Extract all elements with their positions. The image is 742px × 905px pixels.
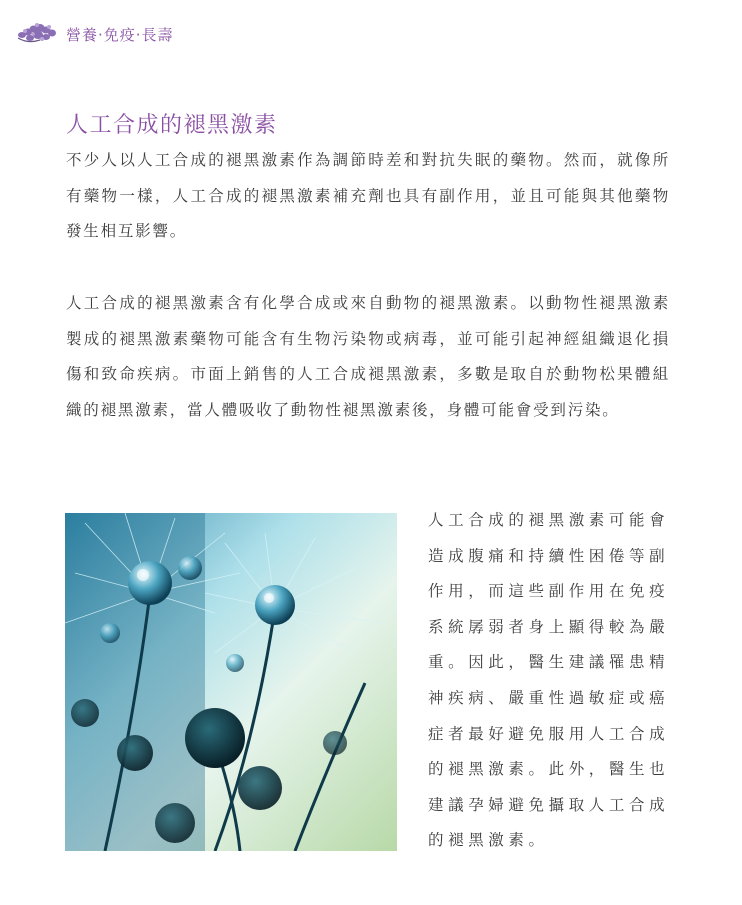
side-paragraph: 人工合成的褪黑激素可能會造成腹痛和持續性困倦等副作用，而這些副作用在免疫系統孱弱者身上顯得較為嚴重。因此，醫生建議罹患精神疾病、嚴重性過敏症或癌症者最好避免服用人工合成的褪黑激素。此外，醫生也建議孕婦避免攝取人工合成的褪黑激素。 bbox=[428, 511, 670, 850]
page-title: 人工合成的褪黑激素 bbox=[66, 113, 278, 138]
paragraph: 人工合成的褪黑激素含有化學合成或來自動物的褪黑激素。以動物性褪黑激素製成的褪黑激素藥物可能含有生物污染物或病毒，並可能引起神經組織退化損傷和致命疾病。市面上銷售的人工合成褪黑激素，多數是取自於動物松果體組織的褪黑激素，當人體吸收了動物性褪黑激素後，身體可能會受到污染。 bbox=[66, 294, 670, 419]
paragraph: 不少人以人工合成的褪黑激素作為調節時差和對抗失眠的藥物。然而，就像所有藥物一樣，人工合成的褪黑激素補充劑也具有副作用，並且可能與其他藥物發生相互影響。 bbox=[66, 151, 670, 240]
lavender-flower-icon bbox=[14, 20, 62, 48]
header bbox=[14, 20, 174, 48]
dandelion-waterdrop-photo bbox=[65, 513, 397, 851]
tagline: 營養‧免疫‧長壽 bbox=[66, 25, 174, 44]
